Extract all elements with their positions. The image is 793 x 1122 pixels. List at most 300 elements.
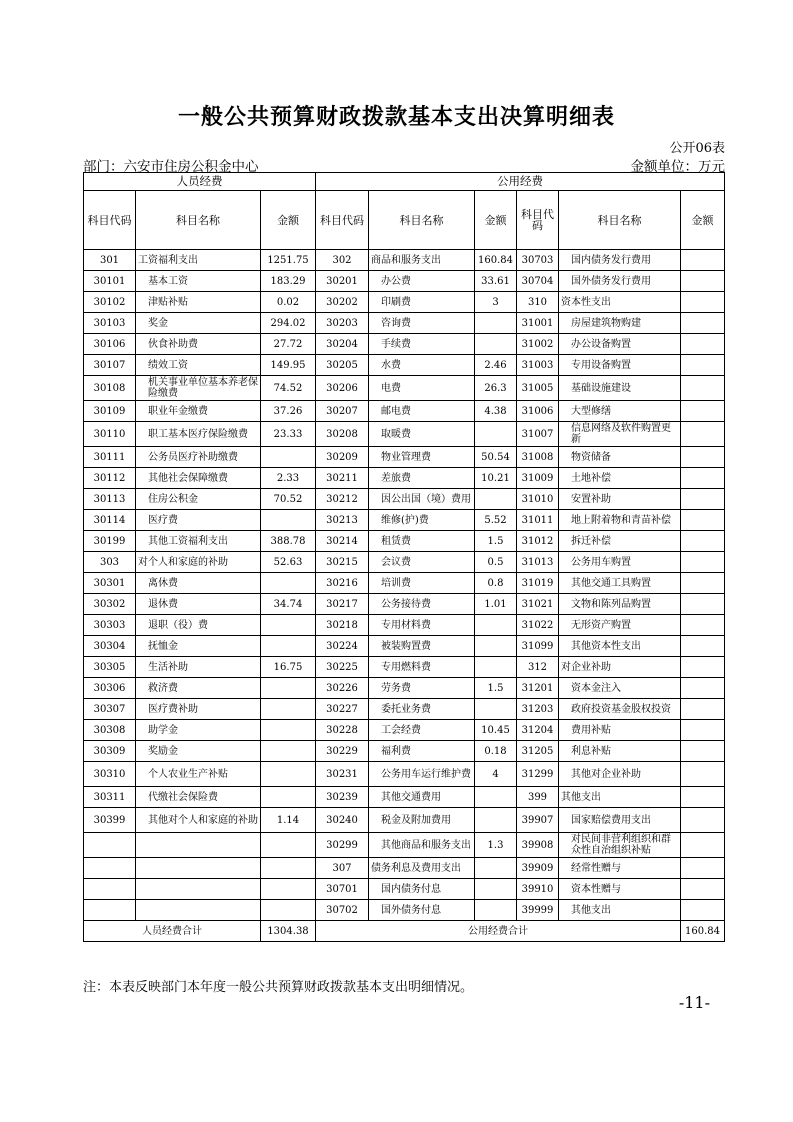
table-row (84, 552, 725, 573)
item-name (136, 900, 261, 921)
group-header-row (84, 173, 725, 191)
item-amount: 2.46 (475, 355, 517, 376)
item-name: 其他支出 (559, 900, 681, 921)
item-name: 退休费 (136, 594, 261, 615)
table-row (84, 833, 725, 858)
item-amount: 1.3 (475, 833, 517, 858)
item-code: 30305 (84, 657, 136, 678)
item-code: 30299 (316, 833, 369, 858)
item-name: 福利费 (369, 741, 475, 762)
item-amount (681, 489, 725, 510)
item-name: 利息补贴 (559, 741, 681, 762)
footnote: 注：本表反映部门本年度一般公共预算财政拨款基本支出明细情况。 (83, 980, 474, 995)
item-amount: 0.5 (475, 552, 517, 573)
item-name: 对个人和家庭的补助 (136, 552, 261, 573)
item-code: 30205 (316, 355, 369, 376)
table-row (84, 447, 725, 468)
item-code: 39907 (517, 808, 559, 833)
item-name: 拆迁补偿 (559, 531, 681, 552)
item-name: 费用补贴 (559, 720, 681, 741)
item-code: 30209 (316, 447, 369, 468)
item-code: 31203 (517, 699, 559, 720)
item-code: 30215 (316, 552, 369, 573)
item-amount: 183.29 (261, 271, 316, 292)
item-amount: 1251.75 (261, 250, 316, 271)
item-amount: 0.8 (475, 573, 517, 594)
item-code: 30110 (84, 422, 136, 447)
item-name: 其他对个人和家庭的补助 (136, 808, 261, 833)
item-amount (681, 447, 725, 468)
item-code: 31006 (517, 401, 559, 422)
item-amount (261, 615, 316, 636)
item-code: 30306 (84, 678, 136, 699)
item-amount (681, 573, 725, 594)
item-amount (681, 401, 725, 422)
table-row (84, 900, 725, 921)
item-name: 奖励金 (136, 741, 261, 762)
item-name: 咨询费 (369, 313, 475, 334)
item-amount (261, 900, 316, 921)
item-name: 手续费 (369, 334, 475, 355)
item-name: 维修(护)费 (369, 510, 475, 531)
item-amount: 1.14 (261, 808, 316, 833)
item-amount: 70.52 (261, 489, 316, 510)
item-code (84, 858, 136, 879)
table-row (84, 594, 725, 615)
item-code: 30202 (316, 292, 369, 313)
item-name: 助学金 (136, 720, 261, 741)
item-name: 经常性赠与 (559, 858, 681, 879)
item-amount: 34.74 (261, 594, 316, 615)
item-name: 医疗费 (136, 510, 261, 531)
item-name: 绩效工资 (136, 355, 261, 376)
item-code: 30207 (316, 401, 369, 422)
table-row (84, 573, 725, 594)
item-name: 国外债务付息 (369, 900, 475, 921)
item-code: 31205 (517, 741, 559, 762)
header-amount: 金额 (475, 191, 517, 250)
table-row (84, 401, 725, 422)
item-code: 30308 (84, 720, 136, 741)
item-name: 其他支出 (559, 787, 681, 808)
item-name: 伙食补助费 (136, 334, 261, 355)
item-name: 国家赔偿费用支出 (559, 808, 681, 833)
item-amount (475, 900, 517, 921)
item-amount: 1.5 (475, 531, 517, 552)
item-code: 31009 (517, 468, 559, 489)
item-name: 其他交通费用 (369, 787, 475, 808)
item-amount: 10.45 (475, 720, 517, 741)
item-name: 国内债务付息 (369, 879, 475, 900)
item-amount (261, 636, 316, 657)
item-name: 公务用车购置 (559, 552, 681, 573)
item-code: 30112 (84, 468, 136, 489)
item-amount: 388.78 (261, 531, 316, 552)
item-code: 312 (517, 657, 559, 678)
item-name: 取暖费 (369, 422, 475, 447)
item-code: 39908 (517, 833, 559, 858)
item-amount: 1.01 (475, 594, 517, 615)
table-row (84, 422, 725, 447)
item-code: 39999 (517, 900, 559, 921)
item-code: 30203 (316, 313, 369, 334)
item-name: 个人农业生产补贴 (136, 762, 261, 787)
item-name: 抚恤金 (136, 636, 261, 657)
item-code: 31007 (517, 422, 559, 447)
item-amount: 26.3 (475, 376, 517, 401)
table-row (84, 376, 725, 401)
item-amount (681, 720, 725, 741)
item-code: 30702 (316, 900, 369, 921)
header-code: 科目代码 (517, 191, 559, 250)
page-number: -11- (678, 993, 710, 1012)
item-code: 31201 (517, 678, 559, 699)
item-code: 30212 (316, 489, 369, 510)
table-row (84, 531, 725, 552)
item-name: 代缴社会保险费 (136, 787, 261, 808)
item-code: 31003 (517, 355, 559, 376)
item-amount: 0.18 (475, 741, 517, 762)
item-name: 生活补助 (136, 657, 261, 678)
table-row (84, 313, 725, 334)
item-name: 水费 (369, 355, 475, 376)
table-row (84, 510, 725, 531)
item-code: 31022 (517, 615, 559, 636)
table-row (84, 720, 725, 741)
item-amount (681, 900, 725, 921)
table-row (84, 636, 725, 657)
item-code: 30218 (316, 615, 369, 636)
item-amount: 1.5 (475, 678, 517, 699)
item-code: 30101 (84, 271, 136, 292)
item-code: 31299 (517, 762, 559, 787)
item-code: 30204 (316, 334, 369, 355)
item-code: 30213 (316, 510, 369, 531)
item-amount (681, 552, 725, 573)
item-amount: 10.21 (475, 468, 517, 489)
table-row (84, 858, 725, 879)
totals-row (84, 921, 725, 942)
item-amount (475, 615, 517, 636)
table-row (84, 741, 725, 762)
header-code: 科目代码 (316, 191, 369, 250)
item-code: 30229 (316, 741, 369, 762)
item-amount (475, 657, 517, 678)
item-amount (475, 699, 517, 720)
item-name: 政府投资基金股权投资 (559, 699, 681, 720)
item-code: 30399 (84, 808, 136, 833)
item-name: 专用材料费 (369, 615, 475, 636)
item-name: 工资福利支出 (136, 250, 261, 271)
table-row (84, 334, 725, 355)
item-amount (261, 762, 316, 787)
item-code: 30201 (316, 271, 369, 292)
item-amount (475, 858, 517, 879)
item-name: 物业管理费 (369, 447, 475, 468)
table-row (84, 271, 725, 292)
item-code: 30214 (316, 531, 369, 552)
personnel-total-label: 人员经费合计 (84, 921, 261, 942)
item-name: 其他交通工具购置 (559, 573, 681, 594)
item-name: 商品和服务支出 (369, 250, 475, 271)
item-amount: 23.33 (261, 422, 316, 447)
personnel-total-value: 1304.38 (261, 921, 316, 942)
item-name: 职工基本医疗保险缴费 (136, 422, 261, 447)
group-public: 公用经费 (316, 173, 725, 191)
item-code: 30239 (316, 787, 369, 808)
item-amount (681, 250, 725, 271)
item-code: 30231 (316, 762, 369, 787)
item-amount (261, 879, 316, 900)
item-amount: 16.75 (261, 657, 316, 678)
item-code: 30701 (316, 879, 369, 900)
item-code: 30228 (316, 720, 369, 741)
header-name: 科目名称 (369, 191, 475, 250)
item-name: 地上附着物和青苗补偿 (559, 510, 681, 531)
item-name: 大型修缮 (559, 401, 681, 422)
table-row (84, 250, 725, 271)
item-name: 委托业务费 (369, 699, 475, 720)
item-name: 医疗费补助 (136, 699, 261, 720)
item-amount: 3 (475, 292, 517, 313)
item-code: 30225 (316, 657, 369, 678)
item-name: 国内债务发行费用 (559, 250, 681, 271)
item-code: 307 (316, 858, 369, 879)
table-row (84, 879, 725, 900)
item-code: 30309 (84, 741, 136, 762)
item-code: 303 (84, 552, 136, 573)
table-row (84, 699, 725, 720)
item-amount: 52.63 (261, 552, 316, 573)
item-name: 公务接待费 (369, 594, 475, 615)
item-code: 30302 (84, 594, 136, 615)
item-name: 物资储备 (559, 447, 681, 468)
item-code: 301 (84, 250, 136, 271)
item-amount (261, 833, 316, 858)
item-code: 31008 (517, 447, 559, 468)
item-code: 30208 (316, 422, 369, 447)
item-amount: 27.72 (261, 334, 316, 355)
item-code: 30106 (84, 334, 136, 355)
item-name (136, 833, 261, 858)
item-code: 30303 (84, 615, 136, 636)
item-name: 房屋建筑物购建 (559, 313, 681, 334)
item-name: 税金及附加费用 (369, 808, 475, 833)
item-name: 其他商品和服务支出 (369, 833, 475, 858)
item-name: 其他对企业补助 (559, 762, 681, 787)
table-row (84, 468, 725, 489)
item-amount: 160.84 (475, 250, 517, 271)
item-amount (261, 573, 316, 594)
item-amount (261, 699, 316, 720)
item-code: 30304 (84, 636, 136, 657)
item-code: 31005 (517, 376, 559, 401)
item-amount: 50.54 (475, 447, 517, 468)
item-code: 30224 (316, 636, 369, 657)
item-amount (681, 787, 725, 808)
item-amount (475, 422, 517, 447)
item-code: 30107 (84, 355, 136, 376)
item-amount: 4.38 (475, 401, 517, 422)
item-amount (261, 720, 316, 741)
item-name: 专用燃料费 (369, 657, 475, 678)
item-code: 30307 (84, 699, 136, 720)
column-header-row (84, 191, 725, 250)
item-code: 30113 (84, 489, 136, 510)
item-name: 基础设施建设 (559, 376, 681, 401)
item-amount: 37.26 (261, 401, 316, 422)
item-name: 工会经费 (369, 720, 475, 741)
item-code: 39910 (517, 879, 559, 900)
item-amount (681, 678, 725, 699)
item-name: 邮电费 (369, 401, 475, 422)
item-name: 印刷费 (369, 292, 475, 313)
item-name: 基本工资 (136, 271, 261, 292)
item-amount (261, 858, 316, 879)
item-amount: 33.61 (475, 271, 517, 292)
item-code: 31010 (517, 489, 559, 510)
item-amount (681, 292, 725, 313)
item-code: 30111 (84, 447, 136, 468)
item-amount (681, 879, 725, 900)
item-amount (681, 657, 725, 678)
item-amount: 4 (475, 762, 517, 787)
item-name (136, 879, 261, 900)
department-label: 部门：六安市住房公积金中心 (83, 159, 259, 175)
item-name: 其他社会保障缴费 (136, 468, 261, 489)
item-name: 差旅费 (369, 468, 475, 489)
item-name: 退职（役）费 (136, 615, 261, 636)
item-name: 其他资本性支出 (559, 636, 681, 657)
item-amount (681, 741, 725, 762)
item-code: 30311 (84, 787, 136, 808)
item-amount (681, 615, 725, 636)
item-name: 机关事业单位基本养老保险缴费 (136, 376, 261, 401)
item-name: 资本金注入 (559, 678, 681, 699)
item-code: 39909 (517, 858, 559, 879)
item-amount (261, 447, 316, 468)
table-row (84, 615, 725, 636)
item-name: 安置补助 (559, 489, 681, 510)
item-amount (681, 762, 725, 787)
item-amount (475, 808, 517, 833)
item-code: 30211 (316, 468, 369, 489)
item-amount (475, 489, 517, 510)
item-amount: 149.95 (261, 355, 316, 376)
item-code: 30206 (316, 376, 369, 401)
table-row (84, 355, 725, 376)
unit-label: 金额单位：万元 (630, 159, 725, 175)
table-row (84, 787, 725, 808)
item-name: 办公费 (369, 271, 475, 292)
item-name: 租赁费 (369, 531, 475, 552)
item-amount (261, 510, 316, 531)
item-code: 30301 (84, 573, 136, 594)
item-name: 信息网络及软件购置更新 (559, 422, 681, 447)
item-code: 399 (517, 787, 559, 808)
item-name: 会议费 (369, 552, 475, 573)
item-code: 302 (316, 250, 369, 271)
table-row (84, 678, 725, 699)
item-name: 无形资产购置 (559, 615, 681, 636)
item-name (136, 858, 261, 879)
item-name: 劳务费 (369, 678, 475, 699)
item-code: 30704 (517, 271, 559, 292)
item-amount (475, 636, 517, 657)
item-amount (261, 787, 316, 808)
item-amount (681, 531, 725, 552)
item-code: 31099 (517, 636, 559, 657)
item-amount (475, 313, 517, 334)
item-name: 资本性赠与 (559, 879, 681, 900)
item-code: 310 (517, 292, 559, 313)
item-name: 津贴补贴 (136, 292, 261, 313)
item-code: 31021 (517, 594, 559, 615)
item-name: 专用设备购置 (559, 355, 681, 376)
item-name: 住房公积金 (136, 489, 261, 510)
item-amount: 2.33 (261, 468, 316, 489)
item-code: 30114 (84, 510, 136, 531)
item-name: 对企业补助 (559, 657, 681, 678)
item-code: 30102 (84, 292, 136, 313)
item-name: 离休费 (136, 573, 261, 594)
item-name: 电费 (369, 376, 475, 401)
item-code (84, 879, 136, 900)
public-total-value: 160.84 (681, 921, 725, 942)
public-total-label: 公用经费合计 (316, 921, 681, 942)
item-amount (681, 355, 725, 376)
item-name: 奖金 (136, 313, 261, 334)
item-amount (681, 313, 725, 334)
item-name: 国外债务发行费用 (559, 271, 681, 292)
item-code: 31204 (517, 720, 559, 741)
item-amount (681, 699, 725, 720)
item-amount (681, 468, 725, 489)
header-name: 科目名称 (559, 191, 681, 250)
item-amount (261, 678, 316, 699)
table-row (84, 489, 725, 510)
item-code: 30226 (316, 678, 369, 699)
item-name: 文物和陈列品购置 (559, 594, 681, 615)
item-amount (475, 334, 517, 355)
item-code: 31011 (517, 510, 559, 531)
item-name: 公务用车运行维护费 (369, 762, 475, 787)
item-name: 因公出国（境）费用 (369, 489, 475, 510)
item-amount (681, 833, 725, 858)
item-code: 30703 (517, 250, 559, 271)
item-amount (681, 334, 725, 355)
item-code: 30109 (84, 401, 136, 422)
item-name: 公务员医疗补助缴费 (136, 447, 261, 468)
item-code: 30103 (84, 313, 136, 334)
item-name: 资本性支出 (559, 292, 681, 313)
form-number: 公开06表 (669, 141, 725, 156)
item-code: 30240 (316, 808, 369, 833)
item-code: 30199 (84, 531, 136, 552)
item-amount (681, 858, 725, 879)
group-personnel: 人员经费 (84, 173, 316, 191)
item-code: 30227 (316, 699, 369, 720)
item-code: 31013 (517, 552, 559, 573)
item-code (84, 900, 136, 921)
item-code: 30217 (316, 594, 369, 615)
item-code: 30108 (84, 376, 136, 401)
table-row (84, 657, 725, 678)
page-title: 一般公共预算财政拨款基本支出决算明细表 (177, 104, 615, 130)
item-amount (681, 422, 725, 447)
header-amount: 金额 (261, 191, 316, 250)
item-code: 31019 (517, 573, 559, 594)
